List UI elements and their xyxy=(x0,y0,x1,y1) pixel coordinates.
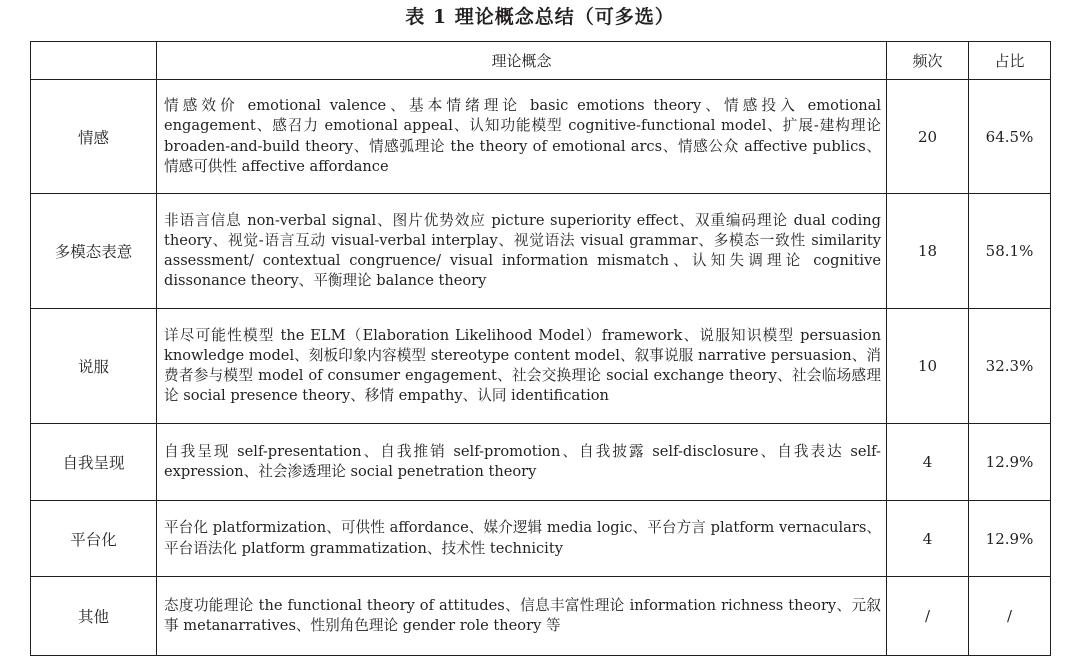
row-concepts: 自我呈现 self-presentation、自我推销 self-promotion、自我披露 self-disclosure、自我表达 self-expression、社会渗透理论 social penetration theory xyxy=(157,424,887,501)
row-category: 情感 xyxy=(31,80,157,194)
table-row xyxy=(31,194,1051,309)
row-ratio: 12.9% xyxy=(969,424,1051,501)
row-category: 自我呈现 xyxy=(31,424,157,501)
row-category: 多模态表意 xyxy=(31,194,157,309)
row-concepts: 态度功能理论 the functional theory of attitudes、信息丰富性理论 information richness theory、元叙事 metanarratives、性别角色理论 gender role theory 等 xyxy=(157,577,887,656)
row-concepts: 平台化 platformization、可供性 affordance、媒介逻辑 media logic、平台方言 platform vernaculars、平台语法化 platform grammatization、技术性 technicity xyxy=(157,501,887,577)
row-ratio: 58.1% xyxy=(969,194,1051,309)
header-frequency: 频次 xyxy=(887,42,969,80)
row-frequency: 4 xyxy=(887,424,969,501)
row-ratio: 32.3% xyxy=(969,309,1051,424)
table-row xyxy=(31,501,1051,577)
table-row xyxy=(31,577,1051,656)
row-concepts: 情感效价 emotional valence、基本情绪理论 basic emotions theory、情感投入 emotional engagement、感召力 emotional appeal、认知功能模型 cognitive-functional model、扩展-建构理论 broaden-and-build theory、情感弧理论 the theory of emotional arcs、情感公众 affective publics、情感可供性 affective affordance xyxy=(157,80,887,194)
row-category: 说服 xyxy=(31,309,157,424)
row-frequency: / xyxy=(887,577,969,656)
row-concepts: 非语言信息 non-verbal signal、图片优势效应 picture superiority effect、双重编码理论 dual coding theory、视觉-语言互动 visual-verbal interplay、视觉语法 visual grammar、多模态一致性 similarity assessment/ contextual congruence/ visual information mismatch、认知失调理论 cognitive dissonance theory、平衡理论 balance theory xyxy=(157,194,887,309)
header-ratio: 占比 xyxy=(969,42,1051,80)
table-row xyxy=(31,80,1051,194)
row-category: 平台化 xyxy=(31,501,157,577)
row-ratio: / xyxy=(969,577,1051,656)
header-concepts: 理论概念 xyxy=(157,42,887,80)
row-ratio: 64.5% xyxy=(969,80,1051,194)
theory-concepts-table xyxy=(30,41,1051,656)
row-frequency: 20 xyxy=(887,80,969,194)
table-row xyxy=(31,424,1051,501)
row-frequency: 4 xyxy=(887,501,969,577)
row-frequency: 10 xyxy=(887,309,969,424)
row-frequency: 18 xyxy=(887,194,969,309)
table-caption: 表 1 理论概念总结（可多选） xyxy=(405,6,675,28)
table-header-row xyxy=(31,42,1051,80)
header-category xyxy=(31,42,157,80)
row-ratio: 12.9% xyxy=(969,501,1051,577)
row-concepts: 详尽可能性模型 the ELM（Elaboration Likelihood Model）framework、说服知识模型 persuasion knowledge model、刻板印象内容模型 stereotype content model、叙事说服 narrative persuasion、消费者参与模型 model of consumer engagement、社会交换理论 social exchange theory、社会临场感理论 social presence theory、移情 empathy、认同 identification xyxy=(157,309,887,424)
table-row xyxy=(31,309,1051,424)
row-category: 其他 xyxy=(31,577,157,656)
